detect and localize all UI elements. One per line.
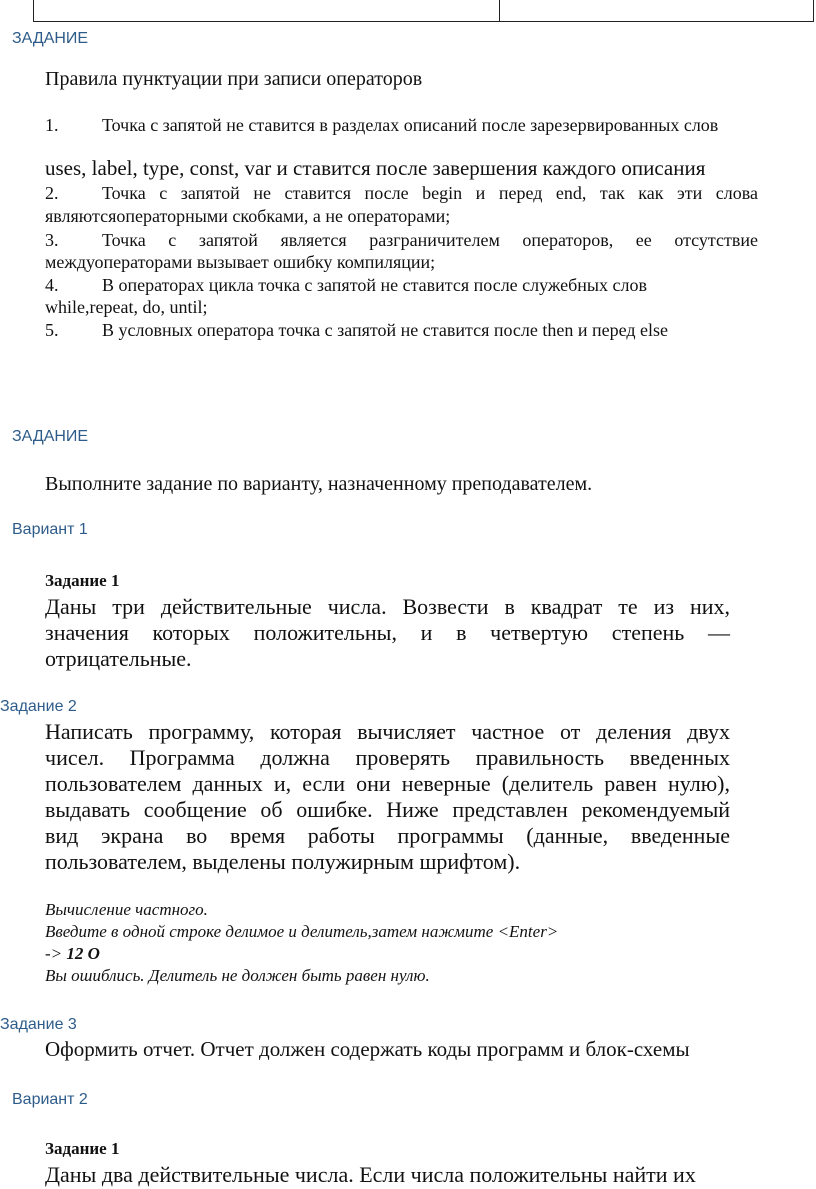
task-line: выдавать сообщение об ошибке. Ниже представлен рекомендуемый <box>45 797 730 822</box>
task-line: пользователем, выделены полужирным шрифтом). <box>45 849 521 874</box>
task-line: пользователем данных и, если они неверные (делитель равен нулю), <box>45 771 730 796</box>
screen-line: Вы ошиблись. Делитель не должен быть равен нулю. <box>45 966 430 985</box>
rule-number: 2. <box>45 183 59 203</box>
task-title: Задание 1 <box>45 571 120 590</box>
task-line: отрицательные. <box>45 646 192 671</box>
screen-input-line <box>45 943 100 964</box>
variant-header: Вариант 1 <box>12 521 88 538</box>
screen-prompt: -> <box>45 944 63 963</box>
task-line: значения которых положительны, и в четвертую степень — <box>45 620 730 645</box>
task-line: чисел. Программа должна проверять правильность введенных <box>45 745 730 770</box>
rule-continuation: while,repeat, do, until; <box>45 297 208 317</box>
rule-number: 5. <box>45 320 59 340</box>
rules-title: Правила пунктуации при записи операторов <box>45 68 423 90</box>
section-header: ЗАДАНИЕ <box>12 30 89 47</box>
screen-line: Вычисление частного. <box>45 900 208 919</box>
rule-continuation: являютсяоператорными скобками, а не операторами; <box>45 206 451 226</box>
task-line: Даны три действительные числа. Возвести в квадрат те из них, <box>45 594 730 619</box>
variant-header: Вариант 2 <box>12 1091 88 1108</box>
task-line: Оформить отчет. Отчет должен содержать коды программ и блок-схемы <box>45 1037 690 1061</box>
task-line: вид экрана во время работы программы (данные, введенные <box>45 823 730 848</box>
rule-number: 4. <box>45 275 59 295</box>
screen-line: Введите в одной строке делимое и делитель,затем нажмите <Enter> <box>45 922 559 941</box>
table-divider <box>499 0 500 21</box>
intro-text: Выполните задание по варианту, назначенному преподавателем. <box>45 473 593 495</box>
rule-text: Точка с запятой является разграничителем операторов, ее отсутствие <box>102 230 758 250</box>
rule-text: В операторах цикла точка с запятой не ставится после служебных слов <box>102 275 647 295</box>
task-line: Написать программу, которая вычисляет частное от деления двух <box>45 719 730 744</box>
rule-text: Точка с запятой не ставится после begin и перед end, так как эти слова <box>102 183 758 203</box>
rule-text: В условных оператора точка с запятой не ставится после then и перед else <box>102 320 669 340</box>
rule-text-1: Точка с запятой не ставится в разделах описаний после зарезервированных слов <box>102 115 719 135</box>
task-title: Задание 1 <box>45 1139 120 1158</box>
rule-number: 3. <box>45 230 59 250</box>
screen-user-input: 12 О <box>66 944 100 963</box>
rule-continuation: uses, label, type, const, var и ставится после завершения каждого описания <box>45 156 706 180</box>
task-line: Даны два действительные числа. Если числа положительны найти их <box>45 1162 696 1187</box>
task-header: Задание 2 <box>0 698 77 715</box>
rule-text <box>102 114 758 136</box>
section-header: ЗАДАНИЕ <box>12 428 89 445</box>
header-table <box>33 0 814 22</box>
rule-continuation: междуоператорами вызывает ошибку компиляции; <box>45 252 436 272</box>
task-header: Задание 3 <box>0 1016 77 1033</box>
rule-number: 1. <box>45 115 59 135</box>
rules-list <box>0 114 816 344</box>
